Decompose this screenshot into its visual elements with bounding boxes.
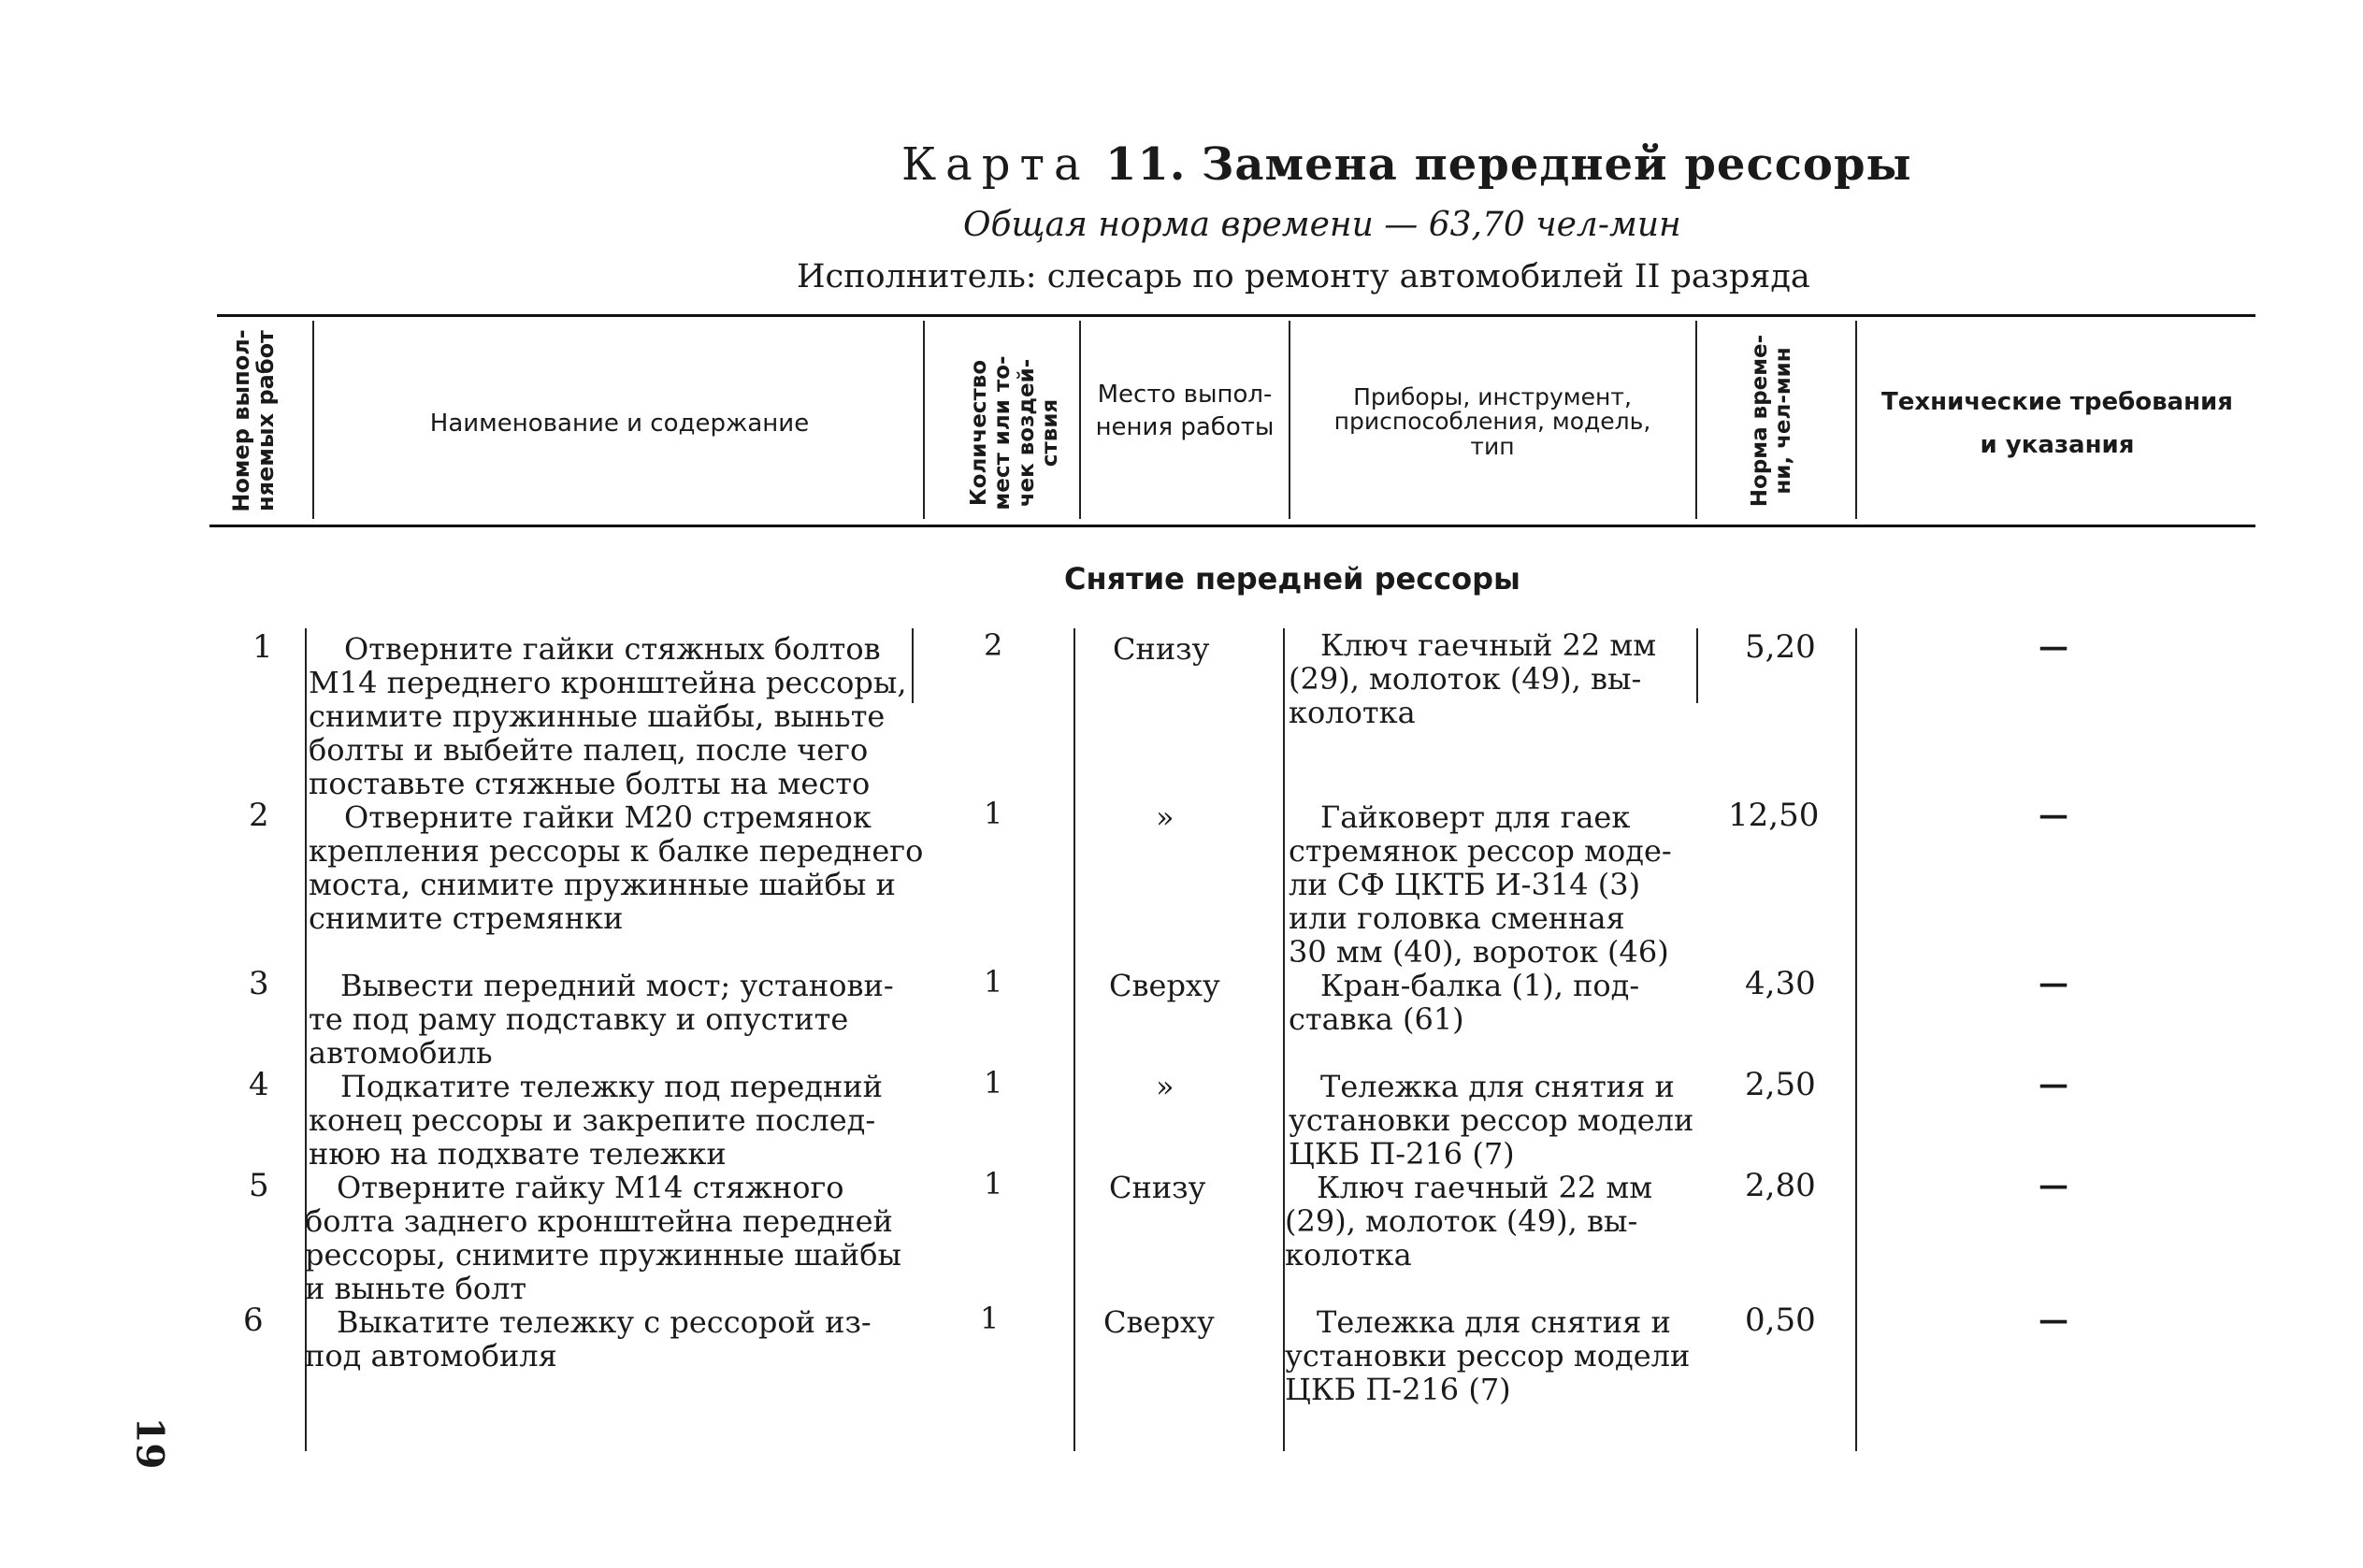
- col-header-number: Номер выпол- няемых работ: [228, 329, 280, 512]
- card-prefix: Карта: [901, 138, 1090, 191]
- row-count: 1: [984, 796, 1003, 831]
- row-description: Отверните гайки М20 стремянок крепления рессоры к балке переднего моста, снимите пружинные шайбы и снимите стремянки: [309, 799, 924, 936]
- header-divider: [1695, 321, 1697, 519]
- table-top-rule: [217, 314, 2255, 317]
- row-count: 2: [984, 627, 1003, 663]
- row-description: Отверните гайки стяжных болтов М14 переднего кронштейна рессоры, снимите пружинные шайбы, выньте болты и выбейте палец, после чего поставьте стяжные болты на место: [309, 631, 907, 801]
- row-place: Сверху: [1103, 1304, 1215, 1340]
- header-divider: [923, 321, 925, 519]
- row-requirement: —: [2039, 965, 2068, 1000]
- col-header-count: Количество мест или то- чек воздей- ствия: [967, 355, 1062, 511]
- row-tools: Тележка для снятия и установки рессор модели ЦКБ П-216 (7): [1289, 1069, 1694, 1172]
- row-description: Выкатите тележку с рессорой из- под автомобиля: [305, 1304, 872, 1374]
- row-count: 1: [984, 964, 1003, 1000]
- row-norm: 2,80: [1745, 1167, 1816, 1204]
- row-tools: Гайковерт для гаек стремянок рессор моде- ли СФ ЦКТБ И-314 (3) или головка сменная 30 мм (40), вороток (46): [1289, 799, 1672, 970]
- header-divider: [1855, 321, 1857, 519]
- time-norm: Общая норма времени — 63,70 чел-мин: [963, 206, 1681, 244]
- row-number: 4: [249, 1066, 269, 1103]
- row-count: 1: [984, 1166, 1003, 1201]
- row-norm: 2,50: [1745, 1066, 1816, 1103]
- row-place: »: [1156, 799, 1174, 835]
- executor: Исполнитель: слесарь по ремонту автомобилей II разряда: [797, 258, 1810, 295]
- row-number: 6: [243, 1302, 264, 1339]
- card-title: [901, 138, 1912, 191]
- col-header-place: Место выпол- нения работы: [1095, 381, 1275, 442]
- row-norm: 0,50: [1745, 1302, 1816, 1339]
- row-place: Сверху: [1109, 968, 1220, 1003]
- col-header-tools: Приборы, инструмент, приспособления, модель, тип: [1333, 383, 1651, 460]
- body-divider: [1073, 628, 1075, 1451]
- row-place: Снизу: [1113, 631, 1210, 667]
- row-tools: Ключ гаечный 22 мм (29), молоток (49), вы- колотка: [1285, 1170, 1653, 1273]
- row-requirement: —: [2039, 1066, 2068, 1101]
- row-requirement: —: [2039, 1302, 2068, 1337]
- row-place: »: [1156, 1069, 1174, 1104]
- row-norm: 12,50: [1728, 797, 1820, 834]
- row-number: 1: [252, 628, 273, 666]
- row-number: 2: [249, 797, 269, 834]
- row-description: Подкатите тележку под передний конец рессоры и закрепите послед- нюю на подхвате тележки: [309, 1069, 883, 1172]
- col-header-description: Наименование и содержание: [429, 410, 810, 438]
- col-header-norm: Норма време- ни, чел-мин: [1748, 334, 1796, 508]
- row-number: 5: [249, 1167, 269, 1204]
- header-divider: [312, 321, 314, 519]
- row-requirement: —: [2039, 1167, 2068, 1202]
- card-number: 11.: [1104, 138, 1187, 191]
- row-tools: Ключ гаечный 22 мм (29), молоток (49), вы- колотка: [1289, 627, 1657, 730]
- body-divider: [1696, 628, 1698, 703]
- table-header-rule: [209, 525, 2255, 527]
- row-place: Снизу: [1109, 1170, 1206, 1205]
- row-description: Отверните гайку М14 стяжного болта заднего кронштейна передней рессоры, снимите пружинные шайбы и выньте болт: [305, 1170, 901, 1306]
- row-tools: Кран-балка (1), под- ставка (61): [1289, 968, 1640, 1037]
- header-divider: [1289, 321, 1290, 519]
- row-count: 1: [984, 1065, 1003, 1100]
- row-norm: 5,20: [1745, 628, 1816, 666]
- row-number: 3: [249, 965, 269, 1002]
- row-description: Вывести передний мост; установи- те под раму подставку и опустите автомобиль: [309, 968, 894, 1071]
- row-norm: 4,30: [1745, 965, 1816, 1002]
- page-number: 19: [127, 1417, 172, 1470]
- header-divider: [1079, 321, 1081, 519]
- col-header-requirements: Технические требования и указания: [1881, 388, 2233, 459]
- row-tools: Тележка для снятия и установки рессор модели ЦКБ П-216 (7): [1285, 1304, 1691, 1407]
- card-title-text: Замена передней рессоры: [1201, 138, 1912, 191]
- row-count: 1: [980, 1301, 1000, 1336]
- body-divider: [1855, 628, 1857, 1451]
- row-requirement: —: [2039, 628, 2068, 664]
- row-requirement: —: [2039, 797, 2068, 832]
- body-divider: [912, 628, 914, 703]
- section-title: Снятие передней рессоры: [1064, 561, 1520, 597]
